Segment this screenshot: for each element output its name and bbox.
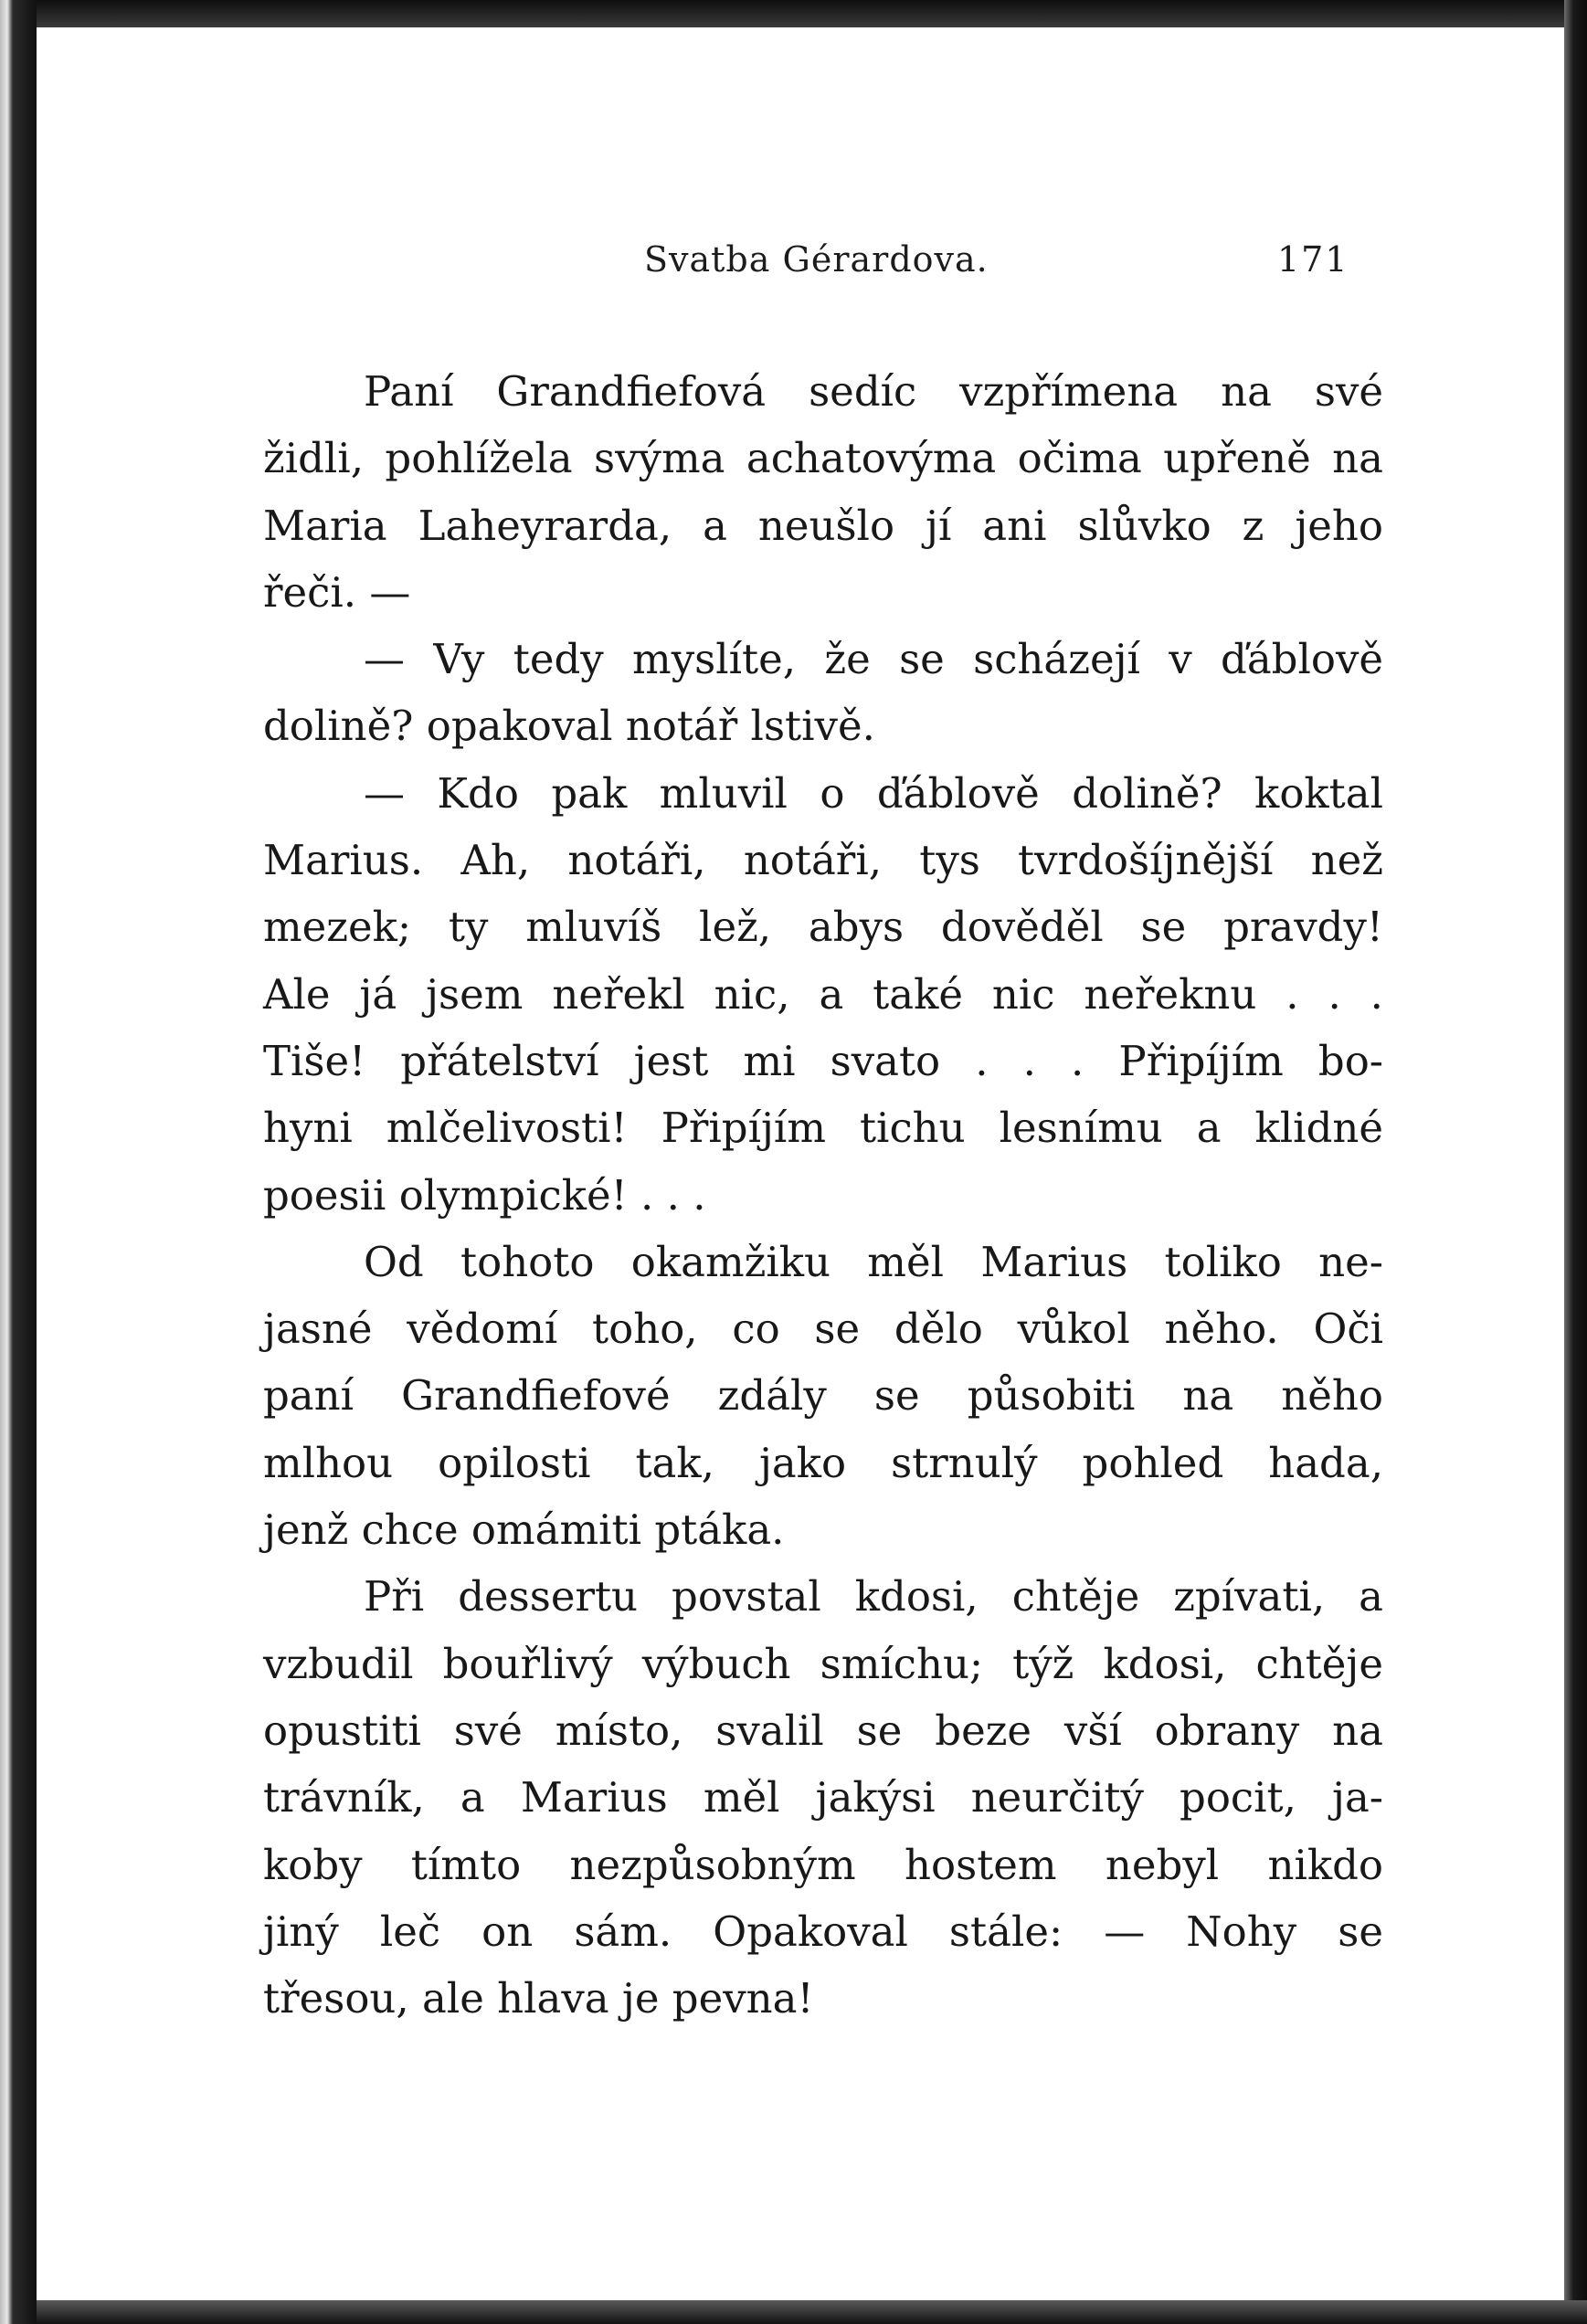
text-line: mlhou opilosti tak, jako strnulý pohled hada, [263, 1438, 1383, 1487]
text-line: Marius. Ah, notáři, notáři, tys tvrdošíjnější než [263, 836, 1383, 885]
text-line: — Vy tedy myslíte, že se scházejí v ďáblově [364, 635, 1383, 684]
text-line: — Kdo pak mluvil o ďáblově dolině? koktal [364, 768, 1383, 818]
text-line: Při dessertu povstal kdosi, chtěje zpívati, a [364, 1572, 1383, 1622]
running-title: Svatba Gérardova. [644, 239, 989, 280]
text-line: vzbudil bouřlivý výbuch smíchu; týž kdosi, chtěje [263, 1639, 1383, 1688]
scan-bottom-edge [37, 2300, 1587, 2324]
text-line: Od tohoto okamžiku měl Marius toliko ne- [364, 1237, 1383, 1286]
scan-top-edge [37, 0, 1587, 27]
text-line: Tiše! přátelství jest mi svato . . . Připíjím bo- [263, 1036, 1383, 1085]
text-line: hyni mlčelivosti! Připíjím tichu lesnímu a klidné [263, 1104, 1383, 1153]
book-page [37, 27, 1564, 2300]
scan-left-edge [0, 0, 37, 2324]
text-line: židli, pohlížela svýma achatovýma očima upřeně na [263, 434, 1383, 483]
text-line: Paní Grandfiefová sedíc vzpřímena na své [364, 367, 1383, 416]
text-line: paní Grandfiefové zdály se působiti na něho [263, 1371, 1383, 1421]
text-line: řeči. — [263, 567, 411, 617]
running-head [37, 239, 1564, 294]
scan-right-edge [1564, 0, 1587, 2324]
text-line: opustiti své místo, svalil se beze vší obrany na [263, 1706, 1383, 1755]
text-line: trávník, a Marius měl jakýsi neurčitý pocit, ja- [263, 1773, 1383, 1822]
text-line: třesou, ale hlava je pevna! [263, 1974, 814, 2023]
text-line: koby tímto nezpůsobným hostem nebyl nikdo [263, 1840, 1383, 1889]
text-line: mezek; ty mluvíš lež, abys dověděl se pravdy! [263, 903, 1383, 952]
text-line: Maria Laheyrarda, a neušlo jí ani slůvko z jeho [263, 501, 1383, 550]
text-line: jasné vědomí toho, co se dělo vůkol něho. Oči [263, 1305, 1383, 1354]
text-line: Ale já jsem neřekl nic, a také nic neřeknu . . . [263, 969, 1383, 1019]
body-text [263, 358, 1383, 2032]
page-number: 171 [1277, 239, 1349, 280]
text-line: dolině? opakoval notář lstivě. [263, 702, 875, 751]
text-line: poesii olympické! . . . [263, 1170, 706, 1220]
text-line: jenž chce omámiti ptáka. [263, 1505, 785, 1555]
text-line: jiný leč on sám. Opakoval stále: — Nohy se [263, 1907, 1383, 1956]
